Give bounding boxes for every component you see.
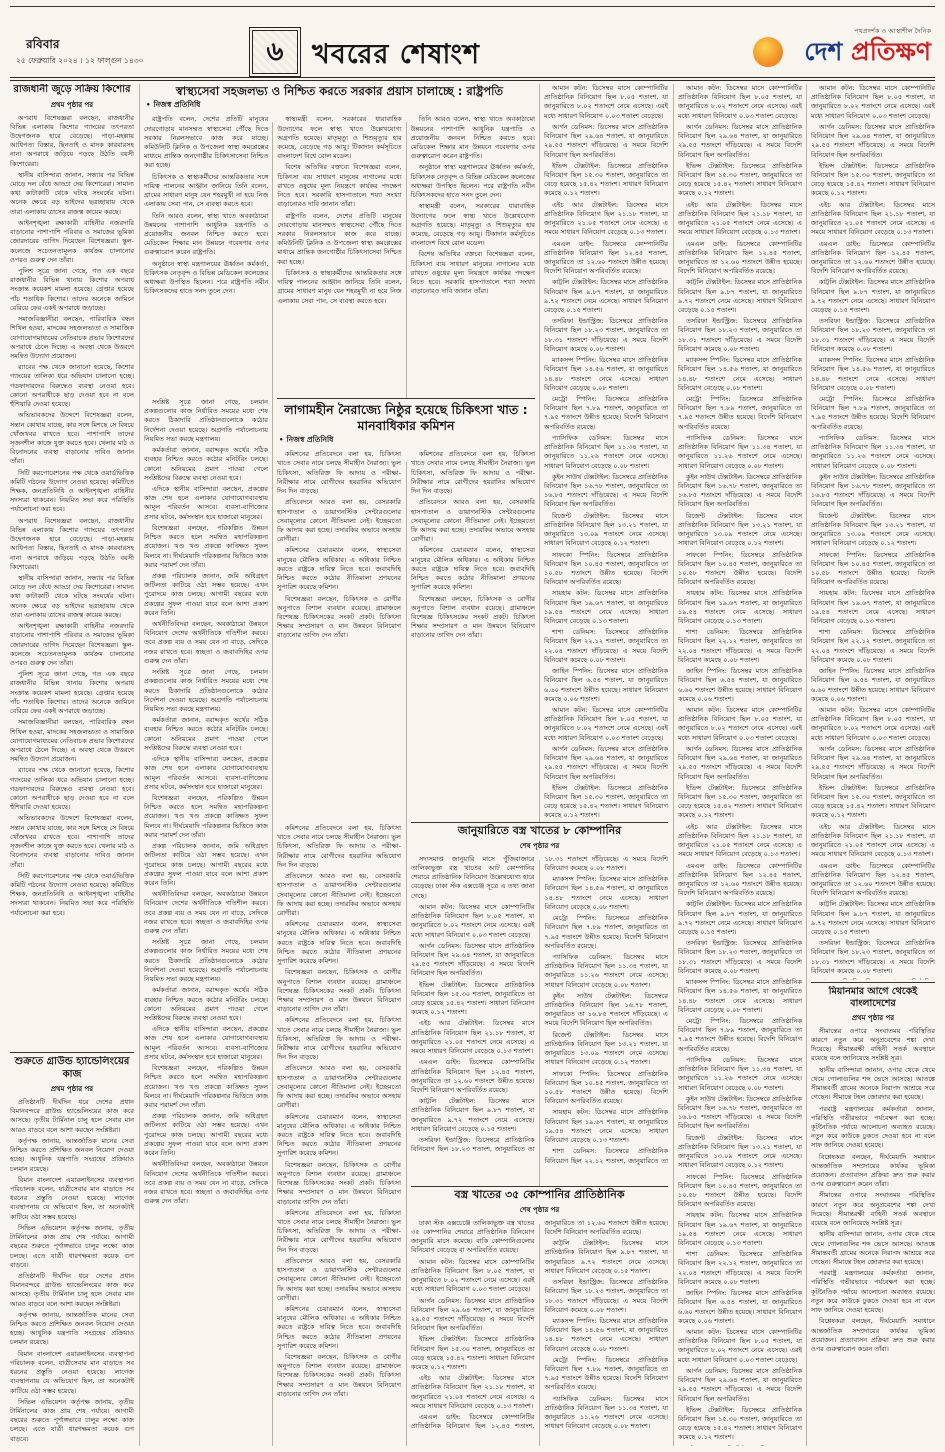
continued-from-label: শেষ পৃষ্ঠার পর (519, 1205, 560, 1214)
paragraph: রাষ্ট্রপতি বলেন, দেশের প্রতিটি মানুষের দোরগোড়ায় মানসম্মত স্বাস্থ্যসেবা পৌঁছে দিতে সরকার নিরলসভাবে কাজ করে যাচ্ছে। কমিউনিটি ক্লিনিক ও উপজেলা স্বাস্থ্য কমপ্লেক্সের মাধ্যমে প্রান্তিক জনগোষ্ঠীর চিকিৎসাসেবা নিশ্চিত করা হচ্ছে। (277, 211, 402, 266)
article-rule (411, 1186, 668, 1187)
article-headline: লাগামহীন নৈরাজ্যে নিষ্ঠুর হয়েছে চিকিৎসা খাত : মানবাধিকার কমিশন (284, 402, 528, 433)
paragraph: আমান কটন: ডিসেম্বর মাসে কোম্পানিটির প্রাতিষ্ঠানিক বিনিয়োগ ছিল ৮.০৫ শতাংশ, যা জানুয়ারিতে ৮.০২ শতাংশে নেমে এসেছে। এরই মধ্যে সাধারণ বিনিয়োগ ০.০৩ শতাংশ বেড়েছে। (678, 1328, 802, 1364)
article-rule (411, 822, 668, 823)
paragraph: এমএল ডাইং: ডিসেম্বরে কোম্পানিটির প্রাতিষ্ঠানিক বিনিয়োগ ছিল ১২.৪৫ শতাংশ, জানুয়ারিতে তা ১২.৬০ শতাংশে উন্নীত হয়েছে। বিদেশি বিনিয়োগ অপরিবর্তিত রয়েছে। (411, 1058, 535, 1094)
paragraph: ম্যাকসন্স স্পিনিং: ডিসেম্বর মাসে প্রাতিষ্ঠানিক বিনিয়োগ ছিল ১৪.৫৬ শতাংশ, যা জানুয়ারিতে ১৪.৪৮ শতাংশে নেমে এসেছে। সাধারণ বিনিয়োগ বেড়েছে ০.০৮ শতাংশ। (811, 356, 935, 392)
paragraph: এমএল ডাইং: ডিসেম্বরে কোম্পানিটির প্রাতিষ্ঠানিক বিনিয়োগ ছিল ১২.৪৫ শতাংশ, জানুয়ারিতে তা ১২.৬০ শতাংশে উন্নীত হয়েছে। বিদেশি বিনিয়োগ অপরিবর্তিত রয়েছে। (811, 861, 935, 898)
byline-bullet-icon: • (146, 101, 151, 110)
paragraph: প্যাসিফিক ডেনিমস: ডিসেম্বর মাসে প্রাতিষ্ঠানিক বিনিয়োগ ছিল ১১.৩৪ শতাংশ, যা জানুয়ারিতে ১১.২৬ শতাংশে নেমে এসেছে। সাধারণ বিনিয়োগ বেড়েছে ০.০৮ শতাংশ। (811, 433, 935, 470)
paragraph: ইভিন্স টেক্সটাইল: ডিসেম্বরে প্রাতিষ্ঠানিক বিনিয়োগ ছিল ১৫.৩০ শতাংশ, জানুয়ারিতে তা বেড়ে হয়েছে ১৫.৪২ শতাংশ। সাধারণ বিনিয়োগ কমেছে ০.১২ শতাংশ। (811, 161, 935, 198)
article-myanmar (811, 986, 935, 1446)
paragraph: ইভিন্স টেক্সটাইল: ডিসেম্বরে প্রাতিষ্ঠানিক বিনিয়োগ ছিল ১৫.৩০ শতাংশ, জানুয়ারিতে তা বেড়ে হয়েছে ১৫.৪২ শতাংশ। সাধারণ বিনিয়োগ কমেছে ০.১২ শতাংশ। (811, 783, 935, 820)
paragraph: কর্মকর্তারা জানান, বরাদ্দকৃত অর্থের সঠিক ব্যবহার নিশ্চিত করতে কঠোর মনিটরিং চলছে। কোনো অনিয়মের প্রমাণ পাওয়া গেলে সংশ্লিষ্টদের বিরুদ্ধে ব্যবস্থা নেওয়া হবে। (144, 716, 268, 752)
paragraph: অপরাধ বিশেষজ্ঞরা বলছেন, রাজধানীর বিভিন্ন এলাকায় কিশোর গ্যাংয়ের তৎপরতা উদ্বেগজনক হারে বেড়েছে। পাড়া-মহল্লায় আধিপত্য বিস্তার, ছিনতাই ও মাদক কারবারসহ নানা অপরাধে জড়িয়ে পড়ছে উঠতি বয়সী কিশোরেরা। (10, 113, 134, 168)
paragraph: রিজেন্ট টেক্সটাইল: ডিসেম্বর মাসে প্রাতিষ্ঠানিক বিনিয়োগ ছিল ১৩.২১ শতাংশ, যা জানুয়ারিতে ১৩.০৯ শতাংশে নেমে এসেছে। সাধারণ বিনিয়োগ বেড়েছে ০.১২ শতাংশ। (678, 1133, 802, 1170)
paragraph: তসরিফা ইন্ডাস্ট্রিজ: ডিসেম্বরে প্রাতিষ্ঠানিক বিনিয়োগ ছিল ১৮.২৩ শতাংশ, জানুয়ারিতে তা ১৮.৩১ শতাংশে দাঁড়িয়েছে। এ সময়ে বিদেশি বিনিয়োগ কমেছে ০.০৮ শতাংশ। (678, 317, 802, 353)
paragraph: ইভিন্স টেক্সটাইল: ডিসেম্বরে প্রাতিষ্ঠানিক বিনিয়োগ ছিল ১৫.৩০ শতাংশ, জানুয়ারিতে তা বেড়ে হয়েছে ১৫.৪২ শতাংশ। সাধারণ বিনিয়োগ কমেছে ০.১২ শতাংশ। (678, 1405, 802, 1442)
paragraph: কাট্টলি টেক্সটাইল: ডিসেম্বর মাসে প্রাতিষ্ঠানিক বিনিয়োগ ছিল ৯.৮৭ শতাংশ, যা জানুয়ারিতে ৯.৭২ শতাংশে নেমে এসেছে। সাধারণ বিনিয়োগ বেড়েছে ০.১৫ শতাংশ। (411, 1097, 535, 1133)
paragraph: আমান কটন: ডিসেম্বর মাসে কোম্পানিটির প্রাতিষ্ঠানিক বিনিয়োগ ছিল ৮.০৫ শতাংশ, যা জানুয়ারিতে ৮.০২ শতাংশে নেমে এসেছে। এরই মধ্যে সাধারণ বিনিয়োগ ০.০৩ শতাংশ বেড়েছে। (544, 706, 668, 742)
paragraph: রিজেন্ট টেক্সটাইল: ডিসেম্বর মাসে প্রাতিষ্ঠানিক বিনিয়োগ ছিল ১৩.২১ শতাংশ, যা জানুয়ারিতে ১৩.০৯ শতাংশে নেমে এসেছে। সাধারণ বিনিয়োগ বেড়েছে ০.১২ শতাংশ। (811, 511, 935, 548)
paragraph: ম্যাকসন্স স্পিনিং: ডিসেম্বর মাসে প্রাতিষ্ঠানিক বিনিয়োগ ছিল ১৪.৫৬ শতাংশ, যা জানুয়ারিতে ১৪.৪৮ শতাংশে নেমে এসেছে। সাধারণ বিনিয়োগ বেড়েছে ০.০৮ শতাংশ। (678, 356, 802, 392)
article-headline: শুক্রতে গ্রাউন্ড হ্যান্ডেলিংয়ের কাজ (14, 1056, 130, 1080)
paragraph: সাফকো স্পিনিং: ডিসেম্বরে প্রাতিষ্ঠানিক বিনিয়োগ ছিল ১০.৪৫ শতাংশ, জানুয়ারিতে তা ১০.৫৮ শতাংশে উন্নীত হয়েছে। বিদেশি বিনিয়োগ অপরিবর্তিত রয়েছে। (544, 1069, 668, 1106)
paragraph: সায়হাম কটন: ডিসেম্বর মাসে প্রাতিষ্ঠানিক বিনিয়োগ ছিল ১৯.৬৭ শতাংশ, যা জানুয়ারিতে ১৯.৫৪ শতাংশে নেমে এসেছে। সাধারণ বিনিয়োগ বেড়েছে ০.১৩ শতাংশ। (678, 589, 802, 626)
paragraph: অর্থনীতিবিদরা বলছেন, অবকাঠামো উন্নয়নে বিনিয়োগ দেশের অর্থনীতিকে গতিশীল করবে। তবে প্রকল্প ব্যয় ও সময় যেন না বাড়ে, সেদিকে নজর রাখতে হবে। স্বচ্ছতা ও জবাবদিহির ওপর গুরুত্ব দেন তাঁরা। (144, 890, 268, 936)
paragraph: স্বাস্থ্যমন্ত্রী বলেন, সরকারের ধারাবাহিক উদ্যোগের ফলে স্বাস্থ্য খাতে উল্লেখযোগ্য অগ্রগতি হয়েছে। মাতৃমৃত্যু ও শিশুমৃত্যুর হার কমেছে, বেড়েছে গড় আয়ু। টিকাদান কর্মসূচিতে বাংলাদেশ বিশ্বে রোল মডেল। (277, 115, 402, 161)
paragraph: কমিশনের প্রতিবেদনে বলা হয়, চিকিৎসা খাতে সেবার নামে চলছে সীমাহীন নৈরাজ্য। ভুল চিকিৎসা, অতিরিক্ত ফি আদায় ও পরীক্ষা-নিরীক্ষার নামে রোগীদের হয়রানির অভিযোগ দিন দিন বাড়ছে। (277, 824, 401, 869)
paragraph: প্রকল্প পরিচালক জানান, জমি অধিগ্রহণ জটিলতা কাটিয়ে ওঠা সম্ভব হয়েছে। এখন পুরোদমে কাজ চলছে। আগামী বছরের মধ্যে প্রকল্পের সুফল পাওয়া যাবে বলে আশা প্রকাশ করেন তিনি। (144, 842, 268, 887)
paragraph: মেট্রো স্পিনিং: ডিসেম্বরে প্রাতিষ্ঠানিক বিনিয়োগ ছিল ৭.৮৯ শতাংশ, জানুয়ারিতে তা ৭.৯৫ শতাংশে উন্নীত হয়েছে। বিদেশি বিনিয়োগ অপরিবর্তিত রয়েছে। (544, 914, 668, 950)
paragraph: এইচ আর টেক্সটাইল: ডিসেম্বর মাসে প্রাতিষ্ঠানিক বিনিয়োগ ছিল ২১.১৮ শতাংশ, যা জানুয়ারিতে ২১.০৫ শতাংশে নেমে এসেছে। এ সময়ে সাধারণ বিনিয়োগ বেড়েছে ০.১৩ শতাংশ। (678, 822, 802, 859)
paragraph: সংশ্লিষ্ট সূত্রে জানা গেছে, চলমান প্রকল্পগুলোর কাজ নির্ধারিত সময়ের মধ্যে শেষ করতে ঠিকাদারি প্রতিষ্ঠানগুলোকে কঠোর নির্দেশনা দেওয়া হয়েছে। অগ্রগতি পর্যালোচনায় নিয়মিত সভা করছে মন্ত্রণালয়। (144, 938, 268, 984)
paragraph: সীমান্তের ওপারে সংঘাতময় পরিস্থিতির কারণে নতুন করে অনুপ্রবেশের শঙ্কা দেখা দিয়েছে। সীমান্তরক্ষী বাহিনী সতর্ক অবস্থানে রয়েছে বলে জানিয়েছে সংশ্লিষ্ট সূত্র। (811, 1026, 935, 1063)
paragraph: আমান কটন: ডিসেম্বর মাসে কোম্পানিটির প্রাতিষ্ঠানিক বিনিয়োগ ছিল ৮.০৫ শতাংশ, যা জানুয়ারিতে ৮.০২ শতাংশে নেমে এসেছে। এরই মধ্যে সাধারণ বিনিয়োগ ০.০৩ শতাংশ বেড়েছে। (811, 84, 935, 120)
paragraph: এদিকে স্থানীয় বাসিন্দারা বলছেন, প্রকল্পের কাজ শেষ হলে এলাকার যোগাযোগব্যবস্থায় আমূল পরিবর্তন আসবে। ব্যবসা-বাণিজ্যের প্রসার ঘটবে, কর্মসংস্থান হবে হাজারো মানুষের। (144, 755, 268, 791)
paragraph: প্রতিবেদনে আরও বলা হয়, বেসরকারি হাসপাতাল ও ডায়াগনস্টিক সেন্টারগুলোর সেবামূল্যের কোনো নীতিমালা নেই। ইচ্ছেমতো ফি আদায় করা হচ্ছে। তদারকির অভাবে অসহায় রোগীরা। (277, 498, 401, 544)
paragraph: আর্গন ডেনিমস: ডিসেম্বর মাসে প্রাতিষ্ঠানিক বিনিয়োগ ছিল ২৯.৬৪ শতাংশ, যা জানুয়ারিতে ২৯.৫৫ শতাংশে দাঁড়িয়েছে। এ সময়ে বিদেশি বিনিয়োগ ছিল অপরিবর্তিত। (678, 744, 802, 781)
article-textile-35-companies (411, 1188, 668, 1446)
paragraph: আর্গন ডেনিমস: ডিসেম্বর মাসে প্রাতিষ্ঠানিক বিনিয়োগ ছিল ২৯.৬৪ শতাংশ, যা জানুয়ারিতে ২৯.৫৫ শতাংশে দাঁড়িয়েছে। এ সময়ে বিদেশি বিনিয়োগ ছিল অপরিবর্তিত। (544, 122, 668, 159)
paragraph: এইচ আর টেক্সটাইল: ডিসেম্বর মাসে প্রাতিষ্ঠানিক বিনিয়োগ ছিল ২১.১৮ শতাংশ, যা জানুয়ারিতে ২১.০৫ শতাংশে নেমে এসেছে। এ সময়ে সাধারণ বিনিয়োগ বেড়েছে ০.১৩ শতাংশ। (544, 200, 668, 237)
paragraph: পুলিশ সূত্রে জানা গেছে, গত এক বছরে রাজধানীর বিভিন্ন থানায় কিশোর অপরাধ সংক্রান্ত কয়েকশ মামলা হয়েছে। গ্রেপ্তার হয়েছে পাঁচ শতাধিক কিশোর। তাদের অনেকে জামিনে বেরিয়ে ফের একই অপরাধে জড়াচ্ছে। (10, 267, 134, 312)
paragraph: বিশেষজ্ঞরা বলছেন, চিকিৎসক ও রোগীর অনুপাতে বিশাল ব্যবধান রয়েছে। গ্রামাঞ্চলে বিশেষজ্ঞ চিকিৎসকের সংকট প্রকট। চিকিৎসা শিক্ষার সম্প্রসারণ ও মান উন্নয়নে বিনিয়োগ বাড়ানোর তাগিদ দেন তাঁরা। (411, 594, 535, 640)
paragraph: অভিভাবকদের উদ্দেশে বিশেষজ্ঞরা বলেন, সন্তান কোথায় যাচ্ছে, কার সঙ্গে মিশছে সে বিষয়ে খোঁজখবর রাখতে হবে। পাশাপাশি তাদের সৃজনশীল কাজে যুক্ত করতে হবে। খেলার মাঠ ও বিনোদনের ব্যবস্থা বাড়ানোর দাবিও জানান তাঁরা। (10, 411, 134, 466)
paragraph: আইনশৃঙ্খলা রক্ষাকারী বাহিনীর নজরদারি বাড়ানোর পাশাপাশি পরিবার ও সমাজের ভূমিকা জোরদারের তাগিদ দিয়েছেন বিশেষজ্ঞরা। স্কুল-কলেজে সচেতনতামূলক কার্যক্রম চালানোর ওপরও গুরুত্ব দেন তাঁরা। (10, 218, 134, 264)
paragraph: কমিশনের চেয়ারম্যান বলেন, স্বাস্থ্যসেবা মানুষের মৌলিক অধিকার। এ অধিকার নিশ্চিত করতে রাষ্ট্রকে দায়িত্ব নিতে হবে। জবাবদিহি নিশ্চিত করতে কঠোর নীতিমালা প্রণয়নের সুপারিশ করেছে কমিশন। (411, 546, 535, 592)
page-top-rule (10, 6, 935, 7)
article-rule (10, 1052, 134, 1053)
paragraph: সায়হাম কটন: ডিসেম্বর মাসে প্রাতিষ্ঠানিক বিনিয়োগ ছিল ১৯.৬৭ শতাংশ, যা জানুয়ারিতে ১৯.৫৪ শতাংশে নেমে এসেছে। সাধারণ বিনিয়োগ বেড়েছে ০.১৩ শতাংশ। (544, 589, 668, 626)
paragraph: সাফকো স্পিনিং: ডিসেম্বরে প্রাতিষ্ঠানিক বিনিয়োগ ছিল ১০.৪৫ শতাংশ, জানুয়ারিতে তা ১০.৫৮ শতাংশে উন্নীত হয়েছে। বিদেশি বিনিয়োগ অপরিবর্তিত রয়েছে। (811, 550, 935, 587)
paragraph: ম্যাকসন্স স্পিনিং: ডিসেম্বর মাসে প্রাতিষ্ঠানিক বিনিয়োগ ছিল ১৪.৫৬ শতাংশ, যা জানুয়ারিতে ১৪.৪৮ শতাংশে নেমে এসেছে। সাধারণ বিনিয়োগ বেড়েছে ০.০৮ শতাংশ। (544, 1316, 668, 1353)
paragraph: জাহিন স্পিনিং: ডিসেম্বর মাসে প্রাতিষ্ঠানিক বিনিয়োগ ছিল ৬.৫৪ শতাংশ, যা জানুয়ারিতে ৬.৬০ শতাংশে উন্নীত হয়েছে। সাধারণ বিনিয়োগ কমেছে ০.০৬ শতাংশ। (544, 667, 668, 703)
paragraph: অর্থনীতিবিদরা বলছেন, অবকাঠামো উন্নয়নে বিনিয়োগ দেশের অর্থনীতিকে গতিশীল করবে। তবে প্রকল্প ব্যয় ও সময় যেন না বাড়ে, সেদিকে নজর রাখতে হবে। স্বচ্ছতা ও জবাবদিহির ওপর গুরুত্ব দেন তাঁরা। (144, 620, 268, 665)
article-ground-handling (10, 1056, 134, 1446)
paragraph: সিটি করপোরেশনের পক্ষ থেকে ওয়ার্ডভিত্তিক কমিটি গঠনের উদ্যোগ নেওয়া হয়েছে। কমিটিতে শিক্ষক, জনপ্রতিনিধি ও আইনশৃঙ্খলা বাহিনীর সদস্যরা থাকবেন। নিয়মিত সভা করে পরিস্থিতি পর্যালোচনা করা হবে। (10, 468, 134, 514)
paragraph: কমিশনের চেয়ারম্যান বলেন, স্বাস্থ্যসেবা মানুষের মৌলিক অধিকার। এ অধিকার নিশ্চিত করতে রাষ্ট্রকে দায়িত্ব নিতে হবে। জবাবদিহি নিশ্চিত করতে কঠোর নীতিমালা প্রণয়নের সুপারিশ করেছে কমিশন। (277, 1112, 401, 1158)
paragraph: কাট্টলি টেক্সটাইল: ডিসেম্বর মাসে প্রাতিষ্ঠানিক বিনিয়োগ ছিল ৯.৮৭ শতাংশ, যা জানুয়ারিতে ৯.৭২ শতাংশে নেমে এসেছে। সাধারণ বিনিয়োগ বেড়েছে ০.১৫ শতাংশ। (544, 278, 668, 315)
article-headline: বস্ত্র খাতের ৩৫ কোম্পানির প্রাতিষ্ঠানিক (454, 1188, 625, 1201)
weekday-label: রবিবার (26, 37, 60, 51)
paragraph: এমএল ডাইং: ডিসেম্বরে কোম্পানিটির প্রাতিষ্ঠানিক বিনিয়োগ ছিল ১২.৪৫ শতাংশ, জানুয়ারিতে তা ১২.৬০ শতাংশে উন্নীত হয়েছে। বিদেশি বিনিয়োগ অপরিবর্তিত রয়েছে। (411, 1218, 668, 1431)
paragraph: মেট্রো স্পিনিং: ডিসেম্বরে প্রাতিষ্ঠানিক বিনিয়োগ ছিল ৭.৮৯ শতাংশ, জানুয়ারিতে তা ৭.৯৫ শতাংশে উন্নীত হয়েছে। বিদেশি বিনিয়োগ অপরিবর্তিত রয়েছে। (678, 1017, 802, 1053)
paragraph: বিমান বাংলাদেশ এয়ারলাইনসের ব্যবস্থাপনা পরিচালক বলেন, যাত্রীসেবার মান বাড়াতে সব ধরনের প্রস্তুতি নেওয়া হয়েছে। লাগেজ ব্যবস্থাপনায় যে অভিযোগ ছিল, তা অনেকটাই কাটিয়ে ওঠা সম্ভব হয়েছে। (10, 1175, 134, 1221)
paragraph: মেট্রো স্পিনিং: ডিসেম্বরে প্রাতিষ্ঠানিক বিনিয়োগ ছিল ৭.৮৯ শতাংশ, জানুয়ারিতে তা ৭.৯৫ শতাংশে উন্নীত হয়েছে। বিদেশি বিনিয়োগ অপরিবর্তিত রয়েছে। (811, 395, 935, 431)
paragraph: কুইন সাউথ টেক্সটাইল: ডিসেম্বরে প্রাতিষ্ঠানিক বিনিয়োগ ছিল ১৬.৭৮ শতাংশ, জানুয়ারিতে তা ১৬.৮৫ শতাংশে দাঁড়িয়েছে। এ সময়ে বিদেশি বিনিয়োগ ছিল অপরিবর্তিত। (544, 991, 668, 1028)
article-body (544, 84, 668, 820)
paragraph: স্থানীয় বাসিন্দারা জানান, ওপার থেকে থেমে থেমে গোলাগুলির শব্দ ভেসে আসছে। আতঙ্কে সীমান্তবর্তী গ্রামের অনেকে নিরাপদ আশ্রয়ে সরে গেছেন। সীমান্তে টহল জোরদার করা হয়েছে। (811, 1065, 935, 1102)
paragraph: সাফকো স্পিনিং: ডিসেম্বরে প্রাতিষ্ঠানিক বিনিয়োগ ছিল ১০.৪৫ শতাংশ, জানুয়ারিতে তা ১০.৫৮ শতাংশে উন্নীত হয়েছে। বিদেশি বিনিয়োগ অপরিবর্তিত রয়েছে। (678, 550, 802, 587)
paragraph: কাট্টলি টেক্সটাইল: ডিসেম্বর মাসে প্রাতিষ্ঠানিক বিনিয়োগ ছিল ৯.৮৭ শতাংশ, যা জানুয়ারিতে ৯.৭২ শতাংশে নেমে এসেছে। সাধারণ বিনিয়োগ বেড়েছে ০.১৫ শতাংশ। (544, 1239, 668, 1275)
paragraph: পুলিশ সূত্রে জানা গেছে, গত এক বছরে রাজধানীর বিভিন্ন থানায় কিশোর অপরাধ সংক্রান্ত কয়েকশ মামলা হয়েছে। গ্রেপ্তার হয়েছে পাঁচ শতাধিক কিশোর। তাদের অনেকে জামিনে বেরিয়ে ফের একই অপরাধে জড়াচ্ছে। (10, 670, 134, 716)
article-body (10, 1098, 134, 1446)
paragraph: কমিশনের প্রতিবেদনে বলা হয়, চিকিৎসা খাতে সেবার নামে চলছে সীমাহীন নৈরাজ্য। ভুল চিকিৎসা, অতিরিক্ত ফি আদায় ও পরীক্ষা-নিরীক্ষার নামে রোগীদের হয়রানির অভিযোগ দিন দিন বাড়ছে। (277, 450, 401, 496)
paragraph: অনুষ্ঠানে স্বাস্থ্য মন্ত্রণালয়ের ঊর্ধ্বতন কর্মকর্তা, চিকিৎসক নেতৃবৃন্দ ও বিভিন্ন মেডিকেল কলেজের অধ্যক্ষরা উপস্থিত ছিলেন। পরে রাষ্ট্রপতি নবীন চিকিৎসকদের হাতে সনদ তুলে দেন। (410, 163, 535, 200)
paragraph: এদিকে স্থানীয় বাসিন্দারা বলছেন, প্রকল্পের কাজ শেষ হলে এলাকার যোগাযোগব্যবস্থায় আমূল পরিবর্তন আসবে। ব্যবসা-বাণিজ্যের প্রসার ঘটবে, কর্মসংস্থান হবে হাজারো মানুষের। (144, 484, 268, 521)
paragraph: র‍্যাবের পক্ষ থেকে জানানো হয়েছে, কিশোর গ্যাংয়ের তালিকা ধরে অভিযান চালানো হচ্ছে। গডফাদারদের বিরুদ্ধেও ব্যবস্থা নেওয়া হবে। কোনো অপরাধীকে ছাড় দেওয়া হবে না বলে হুঁশিয়ারি দেওয়া হয়েছে। (10, 766, 134, 812)
article-health-president (144, 84, 535, 394)
section-title: খবরের শেষাংশ (312, 39, 480, 70)
paragraph: প্রকল্প পরিচালক জানান, জমি অধিগ্রহণ জটিলতা কাটিয়ে ওঠা সম্ভব হয়েছে। এখন পুরোদমে কাজ চলছে। আগামী বছরের মধ্যে প্রকল্পের সুফল পাওয়া যাবে বলে আশা প্রকাশ করেন তিনি। (144, 1112, 268, 1158)
article-headline: রাজধানী জুড়ে সক্রিয় কিশোর (13, 84, 131, 95)
paragraph: অভিভাবকদের উদ্দেশে বিশেষজ্ঞরা বলেন, সন্তান কোথায় যাচ্ছে, কার সঙ্গে মিশছে সে বিষয়ে খোঁজখবর রাখতে হবে। পাশাপাশি তাদের সৃজনশীল কাজে যুক্ত করতে হবে। খেলার মাঠ ও বিনোদনের ব্যবস্থা বাড়ানোর দাবিও জানান তাঁরা। (10, 814, 134, 869)
logo-name-part1: দেশ (804, 37, 843, 66)
paragraph: কর্তৃপক্ষ জানায়, আন্তর্জাতিক মানের সেবা নিশ্চিত করতে প্রশিক্ষিত জনবল নিয়োগ দেওয়া হচ্ছে। আধুনিক যন্ত্রপাতি সংগ্রহের প্রক্রিয়াও চলমান রয়েছে। (10, 1310, 134, 1347)
article-body (411, 855, 668, 1171)
paragraph: এইচ আর টেক্সটাইল: ডিসেম্বর মাসে প্রাতিষ্ঠানিক বিনিয়োগ ছিল ২১.১৮ শতাংশ, যা জানুয়ারিতে ২১.০৫ শতাংশে নেমে এসেছে। এ সময়ে সাধারণ বিনিয়োগ বেড়েছে ০.১৩ শতাংশ। (411, 1374, 535, 1410)
lead-paragraph: ঢাকা স্টক এক্সচেঞ্জে তালিকাভুক্ত বস্ত্র খাতের ৩৫ কোম্পানির শেয়ারে প্রাতিষ্ঠানিক বিনিয়োগ জানুয়ারি মাসে কমেছে। বাকি কোম্পানিগুলোর বিনিয়োগ বেড়েছে বা অপরিবর্তিত রয়েছে। (411, 1218, 535, 1255)
article-body (277, 450, 535, 808)
paragraph: প্যাসিফিক ডেনিমস: ডিসেম্বর মাসে প্রাতিষ্ঠানিক বিনিয়োগ ছিল ১১.৩৪ শতাংশ, যা জানুয়ারিতে ১১.২৬ শতাংশে নেমে এসেছে। সাধারণ বিনিয়োগ বেড়েছে ০.০৮ শতাংশ। (678, 1055, 802, 1092)
paragraph: সমাজবিজ্ঞানীরা বলছেন, পারিবারিক বন্ধন শিথিল হওয়া, মাদকের সহজলভ্যতা ও সামাজিক যোগাযোগমাধ্যমের নেতিবাচক প্রভাব কিশোরদের অপরাধে ঠেলে দিচ্ছে। এ অবস্থা থেকে উত্তরণে সমন্বিত উদ্যোগ প্রয়োজন। (10, 315, 134, 360)
paragraph: তসরিফা ইন্ডাস্ট্রিজ: ডিসেম্বরে প্রাতিষ্ঠানিক বিনিয়োগ ছিল ১৮.২৩ শতাংশ, জানুয়ারিতে তা ১৮.৩১ শতাংশে দাঁড়িয়েছে। এ সময়ে বিদেশি বিনিয়োগ কমেছে ০.০৮ শতাংশ। (544, 317, 668, 353)
paragraph: ইভিন্স টেক্সটাইল: ডিসেম্বরে প্রাতিষ্ঠানিক বিনিয়োগ ছিল ১৫.৩০ শতাংশ, জানুয়ারিতে তা বেড়ে হয়েছে ১৫.৪২ শতাংশ। সাধারণ বিনিয়োগ কমেছে ০.১২ শতাংশ। (544, 783, 668, 820)
paragraph: আমান কটন: ডিসেম্বর মাসে কোম্পানিটির প্রাতিষ্ঠানিক বিনিয়োগ ছিল ৮.০৫ শতাংশ, যা জানুয়ারিতে ৮.০২ শতাংশে নেমে এসেছে। এরই মধ্যে সাধারণ বিনিয়োগ ০.০৩ শতাংশ বেড়েছে। (411, 1257, 535, 1294)
paragraph: প্রতিষ্ঠানটি দীর্ঘদিন ধরে দেশের প্রধান বিমানবন্দরে গ্রাউন্ড হ্যান্ডেলিংয়ের কাজ করে আসছে। তৃতীয় টার্মিনাল চালু হলে সেবার মান আরও বাড়বে বলে আশা করছেন সংশ্লিষ্টরা। (10, 1271, 134, 1308)
paragraph: সিভিল এভিয়েশন কর্তৃপক্ষ জানায়, তৃতীয় টার্মিনালের কাজ প্রায় শেষ পর্যায়ে। আগামী বছরের শুরুতে পূর্ণাঙ্গভাবে চালুর লক্ষ্যে কাজ চলছে। এতে যাত্রী ধারণক্ষমতা কয়েক গুণ বাড়বে। (10, 1397, 134, 1443)
paragraph: আমান কটন: ডিসেম্বর মাসে কোম্পানিটির প্রাতিষ্ঠানিক বিনিয়োগ ছিল ৮.০৫ শতাংশ, যা জানুয়ারিতে ৮.০২ শতাংশে নেমে এসেছে। এরই মধ্যে সাধারণ বিনিয়োগ ০.০৩ শতাংশ বেড়েছে। (544, 84, 668, 120)
paragraph: ইভিন্স টেক্সটাইল: ডিসেম্বরে প্রাতিষ্ঠানিক বিনিয়োগ ছিল ১৫.৩০ শতাংশ, জানুয়ারিতে তা বেড়ে হয়েছে ১৫.৪২ শতাংশ। সাধারণ বিনিয়োগ কমেছে ০.১২ শতাংশ। (411, 980, 535, 1017)
paragraph: স্থানীয় বাসিন্দারা জানান, সন্ধ্যার পর বিভিন্ন মোড়ে দল বেঁধে আড্ডা দেয় কিশোরেরা। সামান্য কথা কাটাকাটি থেকে ঘটছে সংঘর্ষের ঘটনা। অনেক ক্ষেত্রে বড় ভাইদের ছত্রচ্ছায়ায় থেকে তারা এলাকায় ত্রাসের রাজত্ব কায়েম করছে। (10, 574, 134, 619)
article-body (811, 1027, 935, 1356)
paragraph: আর্গন ডেনিমস: ডিসেম্বর মাসে প্রাতিষ্ঠানিক বিনিয়োগ ছিল ২৯.৬৪ শতাংশ, যা জানুয়ারিতে ২৯.৫৫ শতাংশে দাঁড়িয়েছে। এ সময়ে বিদেশি বিনিয়োগ ছিল অপরিবর্তিত। (411, 1296, 535, 1333)
paragraph: শাশা ডেনিমস: ডিসেম্বরে প্রাতিষ্ঠানিক বিনিয়োগ ছিল ২২.১২ শতাংশ, জানুয়ারিতে তা ২২.০৪ শতাংশে দাঁড়িয়েছে। এ সময়ে বিদেশি বিনিয়োগ কমেছে ০.০৮ শতাংশ। (811, 628, 935, 664)
column-rule (673, 84, 674, 1446)
paragraph: সিটি করপোরেশনের পক্ষ থেকে ওয়ার্ডভিত্তিক কমিটি গঠনের উদ্যোগ নেওয়া হয়েছে। কমিটিতে শিক্ষক, জনপ্রতিনিধি ও আইনশৃঙ্খলা বাহিনীর সদস্যরা থাকবেন। নিয়মিত সভা করে পরিস্থিতি পর্যালোচনা করা হবে। (10, 871, 134, 917)
continued-from-label: প্রথম পৃষ্ঠার পর (50, 100, 94, 109)
article-body (144, 398, 268, 1208)
paragraph: কাট্টলি টেক্সটাইল: ডিসেম্বর মাসে প্রাতিষ্ঠানিক বিনিয়োগ ছিল ৯.৮৭ শতাংশ, যা জানুয়ারিতে ৯.৭২ শতাংশে নেমে এসেছে। সাধারণ বিনিয়োগ বেড়েছে ০.১৫ শতাংশ। (811, 278, 935, 315)
paragraph: ইভিন্স টেক্সটাইল: ডিসেম্বরে প্রাতিষ্ঠানিক বিনিয়োগ ছিল ১৫.৩০ শতাংশ, জানুয়ারিতে তা বেড়ে হয়েছে ১৫.৪২ শতাংশ। সাধারণ বিনিয়োগ কমেছে ০.১২ শতাংশ। (544, 161, 668, 198)
paragraph: কর্তৃপক্ষ জানায়, আন্তর্জাতিক মানের সেবা নিশ্চিত করতে প্রশিক্ষিত জনবল নিয়োগ দেওয়া হচ্ছে। আধুনিক যন্ত্রপাতি সংগ্রহের প্রক্রিয়াও চলমান রয়েছে। (10, 1136, 134, 1173)
page-number-box (252, 30, 298, 74)
byline (146, 100, 535, 112)
paragraph: শাশা ডেনিমস: ডিসেম্বরে প্রাতিষ্ঠানিক বিনিয়োগ ছিল ২২.১২ শতাংশ, জানুয়ারিতে তা ২২.০৪ শতাংশে দাঁড়িয়েছে। এ সময়ে বিদেশি বিনিয়োগ কমেছে ০.০৮ শতাংশ। (678, 628, 802, 664)
paragraph: অপরাধ বিশেষজ্ঞরা বলছেন, রাজধানীর বিভিন্ন এলাকায় কিশোর গ্যাংয়ের তৎপরতা উদ্বেগজনক হারে বেড়েছে। পাড়া-মহল্লায় আধিপত্য বিস্তার, ছিনতাই ও মাদক কারবারসহ নানা অপরাধে জড়িয়ে পড়ছে উঠতি বয়সী কিশোরেরা। (10, 516, 134, 571)
paragraph: কাট্টলি টেক্সটাইল: ডিসেম্বর মাসে প্রাতিষ্ঠানিক বিনিয়োগ ছিল ৯.৮৭ শতাংশ, যা জানুয়ারিতে ৯.৭২ শতাংশে নেমে এসেছে। সাধারণ বিনিয়োগ বেড়েছে ০.১৫ শতাংশ। (678, 900, 802, 937)
article-body (277, 824, 401, 1401)
paragraph: সমাজবিজ্ঞানীরা বলছেন, পারিবারিক বন্ধন শিথিল হওয়া, মাদকের সহজলভ্যতা ও সামাজিক যোগাযোগমাধ্যমের নেতিবাচক প্রভাব কিশোরদের অপরাধে ঠেলে দিচ্ছে। এ অবস্থা থেকে উত্তরণে সমন্বিত উদ্যোগ প্রয়োজন। (10, 718, 134, 764)
paragraph: বিশ্লেষকরা বলছেন, দীর্ঘমেয়াদি সমাধানে আন্তর্জাতিক সম্প্রদায়ের কার্যকর ভূমিকা প্রয়োজন। প্রত্যাবাসন প্রক্রিয়া দ্রুত শুরু করার ওপর গুরুত্বারোপ করেন তাঁরা। (811, 1317, 935, 1353)
logo-tagline: পথপ্রদর্শক ও আস্থাশীল দৈনিক (854, 27, 931, 35)
paragraph: এমএল ডাইং: ডিসেম্বরে কোম্পানিটির প্রাতিষ্ঠানিক বিনিয়োগ ছিল ১২.৪৫ শতাংশ, জানুয়ারিতে তা ১২.৬০ শতাংশে উন্নীত হয়েছে। বিদেশি বিনিয়োগ অপরিবর্তিত রয়েছে। (678, 861, 802, 898)
paragraph: পররাষ্ট্র মন্ত্রণালয়ের কর্মকর্তারা জানান, পরিস্থিতি গভীরভাবে পর্যবেক্ষণ করা হচ্ছে। কূটনৈতিক পর্যায়ে আলোচনা অব্যাহত রয়েছে। নতুন করে কাউকে ঢুকতে দেওয়া হবে না বলে সাফ জানিয়ে দেওয়া হয়েছে। (811, 1269, 935, 1315)
paragraph: কমিশনের চেয়ারম্যান বলেন, স্বাস্থ্যসেবা মানুষের মৌলিক অধিকার। এ অধিকার নিশ্চিত করতে রাষ্ট্রকে দায়িত্ব নিতে হবে। জবাবদিহি নিশ্চিত করতে কঠোর নীতিমালা প্রণয়নের সুপারিশ করেছে কমিশন। (277, 920, 401, 966)
paragraph: কর্মকর্তারা জানান, বরাদ্দকৃত অর্থের সঠিক ব্যবহার নিশ্চিত করতে কঠোর মনিটরিং চলছে। কোনো অনিয়মের প্রমাণ পাওয়া গেলে সংশ্লিষ্টদের বিরুদ্ধে ব্যবস্থা নেওয়া হবে। (144, 446, 268, 482)
paragraph: ম্যাকসন্স স্পিনিং: ডিসেম্বর মাসে প্রাতিষ্ঠানিক বিনিয়োগ ছিল ১৪.৫৬ শতাংশ, যা জানুয়ারিতে ১৪.৪৮ শতাংশে নেমে এসেছে। সাধারণ বিনিয়োগ বেড়েছে ০.০৮ শতাংশ। (544, 356, 668, 392)
paragraph: কাট্টলি টেক্সটাইল: ডিসেম্বর মাসে প্রাতিষ্ঠানিক বিনিয়োগ ছিল ৯.৮৭ শতাংশ, যা জানুয়ারিতে ৯.৭২ শতাংশে নেমে এসেছে। সাধারণ বিনিয়োগ বেড়েছে ০.১৫ শতাংশ। (678, 278, 802, 315)
paragraph: স্থানীয় বাসিন্দারা জানান, সন্ধ্যার পর বিভিন্ন মোড়ে দল বেঁধে আড্ডা দেয় কিশোরেরা। সামান্য কথা কাটাকাটি থেকে ঘটছে সংঘর্ষের ঘটনা। অনেক ক্ষেত্রে বড় ভাইদের ছত্রচ্ছায়ায় থেকে তারা এলাকায় ত্রাসের রাজত্ব কায়েম করছে। (10, 170, 134, 216)
masthead-rule (10, 77, 935, 81)
paragraph: বিশ্লেষকরা বলছেন, দীর্ঘমেয়াদি সমাধানে আন্তর্জাতিক সম্প্রদায়ের কার্যকর ভূমিকা প্রয়োজন। প্রত্যাবাসন প্রক্রিয়া দ্রুত শুরু করার ওপর গুরুত্বারোপ করেন তাঁরা। (811, 1152, 935, 1189)
paragraph: চিকিৎসক ও স্বাস্থ্যকর্মীদের আন্তরিকতার সঙ্গে দায়িত্ব পালনের আহ্বান জানিয়ে তিনি বলেন, গ্রামের সাধারণ মানুষ যেন শহরমুখী না হয়ে নিজ এলাকায় সেবা পান, সে ব্যবস্থা করতে হবে। (144, 172, 269, 209)
paragraph: ইভিন্স টেক্সটাইল: ডিসেম্বরে প্রাতিষ্ঠানিক বিনিয়োগ ছিল ১৫.৩০ শতাংশ, জানুয়ারিতে তা বেড়ে হয়েছে ১৫.৪২ শতাংশ। সাধারণ বিনিয়োগ কমেছে ০.১২ শতাংশ। (411, 1335, 535, 1372)
date-label: ২৫ ফেব্রুয়ারি ২০২৪ । ১২ ফাল্গুন ১৪৩০ (16, 56, 144, 65)
paragraph: এইচ আর টেক্সটাইল: ডিসেম্বর মাসে প্রাতিষ্ঠানিক বিনিয়োগ ছিল ২১.১৮ শতাংশ, যা জানুয়ারিতে ২১.০৫ শতাংশে নেমে এসেছে। এ সময়ে সাধারণ বিনিয়োগ বেড়েছে ০.১৩ শতাংশ। (411, 1019, 535, 1056)
paragraph: আর্গন ডেনিমস: ডিসেম্বর মাসে প্রাতিষ্ঠানিক বিনিয়োগ ছিল ২৯.৬৪ শতাংশ, যা জানুয়ারিতে ২৯.৫৫ শতাংশে দাঁড়িয়েছে। এ সময়ে বিদেশি বিনিয়োগ ছিল অপরিবর্তিত। (811, 744, 935, 781)
paragraph: এমএল ডাইং: ডিসেম্বরে কোম্পানিটির প্রাতিষ্ঠানিক বিনিয়োগ ছিল ১২.৪৫ শতাংশ, জানুয়ারিতে তা ১২.৬০ শতাংশে উন্নীত হয়েছে। বিদেশি বিনিয়োগ অপরিবর্তিত রয়েছে। (678, 239, 802, 276)
paragraph: কমিশনের চেয়ারম্যান বলেন, স্বাস্থ্যসেবা মানুষের মৌলিক অধিকার। এ অধিকার নিশ্চিত করতে রাষ্ট্রকে দায়িত্ব নিতে হবে। জবাবদিহি নিশ্চিত করতে কঠোর নীতিমালা প্রণয়নের সুপারিশ করেছে কমিশন। (277, 546, 401, 592)
paragraph: বিশেষজ্ঞরা বলছেন, চিকিৎসক ও রোগীর অনুপাতে বিশাল ব্যবধান রয়েছে। গ্রামাঞ্চলে বিশেষজ্ঞ চিকিৎসকের সংকট প্রকট। চিকিৎসা শিক্ষার সম্প্রসারণ ও মান উন্নয়নে বিনিয়োগ বাড়ানোর তাগিদ দেন তাঁরা। (277, 968, 401, 1014)
paragraph: প্রতিবেদনে আরও বলা হয়, বেসরকারি হাসপাতাল ও ডায়াগনস্টিক সেন্টারগুলোর সেবামূল্যের কোনো নীতিমালা নেই। ইচ্ছেমতো ফি আদায় করা হচ্ছে। তদারকির অভাবে অসহায় রোগীরা। (277, 1256, 401, 1302)
paragraph: এইচ আর টেক্সটাইল: ডিসেম্বর মাসে প্রাতিষ্ঠানিক বিনিয়োগ ছিল ২১.১৮ শতাংশ, যা জানুয়ারিতে ২১.০৫ শতাংশে নেমে এসেছে। এ সময়ে সাধারণ বিনিয়োগ বেড়েছে ০.১৩ শতাংশ। (811, 822, 935, 859)
paragraph: তিনি আরও বলেন, স্বাস্থ্য খাতে অবকাঠামো উন্নয়নের পাশাপাশি আধুনিক যন্ত্রপাতি ও প্রয়োজনীয় জনবল নিশ্চিত করতে হবে। মেডিকেল শিক্ষার মান উন্নয়নে গবেষণার ওপর গুরুত্বারোপ করেন রাষ্ট্রপতি। (410, 115, 535, 161)
paragraph: কুইন সাউথ টেক্সটাইল: ডিসেম্বরে প্রাতিষ্ঠানিক বিনিয়োগ ছিল ১৬.৭৮ শতাংশ, জানুয়ারিতে তা ১৬.৮৫ শতাংশে দাঁড়িয়েছে। এ সময়ে বিদেশি বিনিয়োগ ছিল অপরিবর্তিত। (544, 472, 668, 509)
paragraph: বিশেষজ্ঞরা বলছেন, চিকিৎসক ও রোগীর অনুপাতে বিশাল ব্যবধান রয়েছে। গ্রামাঞ্চলে বিশেষজ্ঞ চিকিৎসকের সংকট প্রকট। চিকিৎসা শিক্ষার সম্প্রসারণ ও মান উন্নয়নে বিনিয়োগ বাড়ানোর তাগিদ দেন তাঁরা। (277, 594, 401, 640)
paragraph: প্রতিবেদনে আরও বলা হয়, বেসরকারি হাসপাতাল ও ডায়াগনস্টিক সেন্টারগুলোর সেবামূল্যের কোনো নীতিমালা নেই। ইচ্ছেমতো ফি আদায় করা হচ্ছে। তদারকির অভাবে অসহায় রোগীরা। (411, 498, 535, 544)
column-rule (139, 84, 140, 1446)
paragraph: শাশা ডেনিমস: ডিসেম্বরে প্রাতিষ্ঠানিক বিনিয়োগ ছিল ২২.১২ শতাংশ, জানুয়ারিতে তা ২২.০৪ শতাংশে দাঁড়িয়েছে। এ সময়ে বিদেশি বিনিয়োগ কমেছে ০.০৮ শতাংশ। (544, 628, 668, 664)
paragraph: বিশেষজ্ঞরা বলছেন, পরিকল্পিত উন্নয়ন নিশ্চিত করতে হলে সমন্বিত মহাপরিকল্পনা প্রয়োজন। খণ্ড খণ্ড প্রকল্পে কাঙ্ক্ষিত সুফল মিলবে না। দীর্ঘমেয়াদি পরিকল্পনার ভিত্তিতে কাজ করার পরামর্শ দেন তাঁরা। (144, 793, 268, 839)
paragraph: জাহিন স্পিনিং: ডিসেম্বর মাসে প্রাতিষ্ঠানিক বিনিয়োগ ছিল ৬.৫৪ শতাংশ, যা জানুয়ারিতে ৬.৬০ শতাংশে উন্নীত হয়েছে। সাধারণ বিনিয়োগ কমেছে ০.০৬ শতাংশ। (811, 667, 935, 703)
paragraph: আর্গন ডেনিমস: ডিসেম্বর মাসে প্রাতিষ্ঠানিক বিনিয়োগ ছিল ২৯.৬৪ শতাংশ, যা জানুয়ারিতে ২৯.৫৫ শতাংশে দাঁড়িয়েছে। এ সময়ে বিদেশি বিনিয়োগ ছিল অপরিবর্তিত। (411, 941, 535, 978)
paragraph: শাশা ডেনিমস: ডিসেম্বরে প্রাতিষ্ঠানিক বিনিয়োগ ছিল ২২.১২ শতাংশ, জানুয়ারিতে তা ২২.০৪ শতাংশে দাঁড়িয়েছে। এ সময়ে বিদেশি বিনিয়োগ কমেছে ০.০৮ শতাংশ। (678, 1250, 802, 1286)
paragraph: প্রতিষ্ঠানটি দীর্ঘদিন ধরে দেশের প্রধান বিমানবন্দরে গ্রাউন্ড হ্যান্ডেলিংয়ের কাজ করে আসছে। তৃতীয় টার্মিনাল চালু হলে সেবার মান আরও বাড়বে বলে আশা করছেন সংশ্লিষ্টরা। (10, 1098, 134, 1134)
paragraph: জাহিন স্পিনিং: ডিসেম্বর মাসে প্রাতিষ্ঠানিক বিনিয়োগ ছিল ৬.৫৪ শতাংশ, যা জানুয়ারিতে ৬.৬০ শতাংশে উন্নীত হয়েছে। সাধারণ বিনিয়োগ কমেছে ০.০৬ শতাংশ। (678, 667, 802, 703)
paragraph: ম্যাকসন্স স্পিনিং: ডিসেম্বর মাসে প্রাতিষ্ঠানিক বিনিয়োগ ছিল ১৪.৫৬ শতাংশ, যা জানুয়ারিতে ১৪.৪৮ শতাংশে নেমে এসেছে। সাধারণ বিনিয়োগ বেড়েছে ০.০৮ শতাংশ। (678, 978, 802, 1014)
paragraph: প্যাসিফিক ডেনিমস: ডিসেম্বর মাসে প্রাতিষ্ঠানিক বিনিয়োগ ছিল ১১.৩৪ শতাংশ, যা জানুয়ারিতে ১১.২৬ শতাংশে নেমে এসেছে। সাধারণ বিনিয়োগ বেড়েছে ০.০৮ শতাংশ। (544, 433, 668, 470)
paragraph: আমান কটন: ডিসেম্বর মাসে কোম্পানিটির প্রাতিষ্ঠানিক বিনিয়োগ ছিল ৮.০৫ শতাংশ, যা জানুয়ারিতে ৮.০২ শতাংশে নেমে এসেছে। এরই মধ্যে সাধারণ বিনিয়োগ ০.০৩ শতাংশ বেড়েছে। (811, 706, 935, 742)
article-rule (811, 982, 935, 983)
paragraph: কাট্টলি টেক্সটাইল: ডিসেম্বর মাসে প্রাতিষ্ঠানিক বিনিয়োগ ছিল ৯.৮৭ শতাংশ, যা জানুয়ারিতে ৯.৭২ শতাংশে নেমে এসেছে। সাধারণ বিনিয়োগ বেড়েছে ০.১৫ শতাংশ। (811, 900, 935, 937)
paragraph: র‍্যাবের পক্ষ থেকে জানানো হয়েছে, কিশোর গ্যাংয়ের তালিকা ধরে অভিযান চালানো হচ্ছে। গডফাদারদের বিরুদ্ধেও ব্যবস্থা নেওয়া হবে। কোনো অপরাধীকে ছাড় দেওয়া হবে না বলে হুঁশিয়ারি দেওয়া হয়েছে। (10, 363, 134, 409)
paragraph: কুইন সাউথ টেক্সটাইল: ডিসেম্বরে প্রাতিষ্ঠানিক বিনিয়োগ ছিল ১৬.৭৮ শতাংশ, জানুয়ারিতে তা ১৬.৮৫ শতাংশে দাঁড়িয়েছে। এ সময়ে বিদেশি বিনিয়োগ ছিল অপরিবর্তিত। (678, 1094, 802, 1131)
article-body (411, 1219, 668, 1433)
paragraph: পররাষ্ট্র মন্ত্রণালয়ের কর্মকর্তারা জানান, পরিস্থিতি গভীরভাবে পর্যবেক্ষণ করা হচ্ছে। কূটনৈতিক পর্যায়ে আলোচনা অব্যাহত রয়েছে। নতুন করে কাউকে ঢুকতে দেওয়া হবে না বলে সাফ জানিয়ে দেওয়া হয়েছে। (811, 1104, 935, 1150)
paragraph: কমিশনের প্রতিবেদনে বলা হয়, চিকিৎসা খাতে সেবার নামে চলছে সীমাহীন নৈরাজ্য। ভুল চিকিৎসা, অতিরিক্ত ফি আদায় ও পরীক্ষা-নিরীক্ষার নামে রোগীদের হয়রানির অভিযোগ দিন দিন বাড়ছে। (277, 1208, 401, 1254)
paragraph: রিজেন্ট টেক্সটাইল: ডিসেম্বর মাসে প্রাতিষ্ঠানিক বিনিয়োগ ছিল ১৩.২১ শতাংশ, যা জানুয়ারিতে ১৩.০৯ শতাংশে নেমে এসেছে। সাধারণ বিনিয়োগ বেড়েছে ০.১২ শতাংশ। (678, 511, 802, 548)
byline (279, 435, 535, 447)
paragraph: মেট্রো স্পিনিং: ডিসেম্বরে প্রাতিষ্ঠানিক বিনিয়োগ ছিল ৭.৮৯ শতাংশ, জানুয়ারিতে তা ৭.৯৫ শতাংশে উন্নীত হয়েছে। বিদেশি বিনিয়োগ অপরিবর্তিত রয়েছে। (544, 395, 668, 431)
paragraph: তিনি আরও বলেন, স্বাস্থ্য খাতে অবকাঠামো উন্নয়নের পাশাপাশি আধুনিক যন্ত্রপাতি ও প্রয়োজনীয় জনবল নিশ্চিত করতে হবে। মেডিকেল শিক্ষার মান উন্নয়নে গবেষণার ওপর গুরুত্বারোপ করেন রাষ্ট্রপতি। (144, 211, 269, 257)
paragraph (811, 978, 935, 980)
article-body (144, 115, 535, 383)
paragraph: বিশেষজ্ঞরা বলছেন, চিকিৎসক ও রোগীর অনুপাতে বিশাল ব্যবধান রয়েছে। গ্রামাঞ্চলে বিশেষজ্ঞ চিকিৎসকের সংকট প্রকট। চিকিৎসা শিক্ষার সম্প্রসারণ ও মান উন্নয়নে বিনিয়োগ বাড়ানোর তাগিদ দেন তাঁরা। (277, 1160, 401, 1206)
paragraph: সায়হাম কটন: ডিসেম্বর মাসে প্রাতিষ্ঠানিক বিনিয়োগ ছিল ১৯.৬৭ শতাংশ, যা জানুয়ারিতে ১৯.৫৪ শতাংশে নেমে এসেছে। সাধারণ বিনিয়োগ বেড়েছে ০.১৩ শতাংশ। (811, 589, 935, 626)
paragraph: সংশ্লিষ্ট সূত্রে জানা গেছে, চলমান প্রকল্পগুলোর কাজ নির্ধারিত সময়ের মধ্যে শেষ করতে ঠিকাদারি প্রতিষ্ঠানগুলোকে কঠোর নির্দেশনা দেওয়া হয়েছে। অগ্রগতি পর্যালোচনায় নিয়মিত সভা করছে মন্ত্রণালয়। (144, 668, 268, 713)
paragraph: আমান কটন: ডিসেম্বর মাসে কোম্পানিটির প্রাতিষ্ঠানিক বিনিয়োগ ছিল ৮.০৫ শতাংশ, যা জানুয়ারিতে ৮.০২ শতাংশে নেমে এসেছে। এরই মধ্যে সাধারণ বিনিয়োগ ০.০৩ শতাংশ বেড়েছে। (411, 902, 535, 939)
byline-text: নিজস্ব প্রতিনিধি (286, 435, 334, 445)
paragraph: এইচ আর টেক্সটাইল: ডিসেম্বর মাসে প্রাতিষ্ঠানিক বিনিয়োগ ছিল ২১.১৮ শতাংশ, যা জানুয়ারিতে ২১.০৫ শতাংশে নেমে এসেছে। এ সময়ে সাধারণ বিনিয়োগ বেড়েছে ০.১৩ শতাংশ। (678, 200, 802, 237)
paragraph: শাশা ডেনিমস: ডিসেম্বরে প্রাতিষ্ঠানিক বিনিয়োগ ছিল ২২.১২ শতাংশ, জানুয়ারিতে তা (544, 1147, 668, 1165)
paragraph: বিশেষজ্ঞরা বলছেন, পরিকল্পিত উন্নয়ন নিশ্চিত করতে হলে সমন্বিত মহাপরিকল্পনা প্রয়োজন। খণ্ড খণ্ড প্রকল্পে কাঙ্ক্ষিত সুফল মিলবে না। দীর্ঘমেয়াদি পরিকল্পনার ভিত্তিতে কাজ করার পরামর্শ দেন তাঁরা। (144, 523, 268, 569)
column-rule (539, 84, 540, 822)
paragraph: বিশেষ অতিথির বক্তব্যে বিশেষজ্ঞরা বলেন, চিকিৎসা ব্যয় সাধারণ মানুষের নাগালের মধ্যে রাখতে ওষুধের মূল্য নিয়ন্ত্রণে কার্যকর পদক্ষেপ নিতে হবে। সরকারি হাসপাতালে শয্যা সংখ্যা বাড়ানোরও দাবি জানান তাঁরা। (277, 163, 402, 209)
paragraph: সীমান্তের ওপারে সংঘাতময় পরিস্থিতির কারণে নতুন করে অনুপ্রবেশের শঙ্কা দেখা দিয়েছে। সীমান্তরক্ষী বাহিনী সতর্ক অবস্থানে রয়েছে বলে জানিয়েছে সংশ্লিষ্ট সূত্র। (811, 1191, 935, 1228)
paragraph: প্রতিবেদনে আরও বলা হয়, বেসরকারি হাসপাতাল ও ডায়াগনস্টিক সেন্টারগুলোর সেবামূল্যের কোনো নীতিমালা নেই। ইচ্ছেমতো ফি আদায় করা হচ্ছে। তদারকির অভাবে অসহায় রোগীরা। (277, 1064, 401, 1110)
paragraph: প্রতিবেদনে আরও বলা হয়, বেসরকারি হাসপাতাল ও ডায়াগনস্টিক সেন্টারগুলোর সেবামূল্যের কোনো নীতিমালা নেই। ইচ্ছেমতো ফি আদায় করা হচ্ছে। তদারকির অভাবে অসহায় রোগীরা। (277, 872, 401, 917)
paragraph: আর্গন ডেনিমস: ডিসেম্বর মাসে প্রাতিষ্ঠানিক বিনিয়োগ ছিল ২৯.৬৪ শতাংশ, যা জানুয়ারিতে ২৯.৫৫ শতাংশে দাঁড়িয়েছে। এ সময়ে বিদেশি বিনিয়োগ ছিল অপরিবর্তিত। (811, 122, 935, 159)
paragraph: ম্যাকসন্স স্পিনিং: ডিসেম্বর মাসে প্রাতিষ্ঠানিক বিনিয়োগ ছিল ১৪.৫৬ শতাংশ, যা জানুয়ারিতে ১৪.৪৮ শতাংশে নেমে এসেছে। সাধারণ বিনিয়োগ বেড়েছে ০.০৮ শতাংশ। (544, 875, 668, 911)
article-textile-8-companies (411, 824, 668, 1184)
paragraph: এমএল ডাইং: ডিসেম্বরে কোম্পানিটির প্রাতিষ্ঠানিক বিনিয়োগ ছিল ১২.৪৫ শতাংশ, জানুয়ারিতে তা ১২.৬০ শতাংশে উন্নীত হয়েছে। বিদেশি বিনিয়োগ অপরিবর্তিত রয়েছে। (544, 239, 668, 276)
paragraph: সাফকো স্পিনিং: ডিসেম্বরে প্রাতিষ্ঠানিক বিনিয়োগ ছিল ১০.৪৫ শতাংশ, জানুয়ারিতে তা ১০.৫৮ শতাংশে উন্নীত হয়েছে। বিদেশি বিনিয়োগ অপরিবর্তিত রয়েছে। (678, 1172, 802, 1209)
continued-from-label: প্রথম পৃষ্ঠার পর (851, 1013, 895, 1022)
column-rule (806, 84, 807, 1446)
paragraph: জাহিন স্পিনিং: ডিসেম্বর মাসে প্রাতিষ্ঠানিক বিনিয়োগ ছিল ৬.৫৪ শতাংশ, যা জানুয়ারিতে ৬.৬০ শতাংশে উন্নীত হয়েছে। সাধারণ বিনিয়োগ কমেছে ০.০৬ শতাংশ। (678, 1289, 802, 1325)
paragraph: আমান কটন: ডিসেম্বর মাসে কোম্পানিটির প্রাতিষ্ঠানিক বিনিয়োগ ছিল ৮.০৫ শতাংশ, যা জানুয়ারিতে ৮.০২ শতাংশে নেমে এসেছে। এরই মধ্যে সাধারণ বিনিয়োগ ০.০৩ শতাংশ বেড়েছে। (678, 706, 802, 742)
article-stats-col5 (544, 84, 668, 820)
byline-bullet-icon: • (279, 436, 284, 445)
paragraph: সায়হাম কটন: ডিসেম্বর মাসে প্রাতিষ্ঠানিক বিনিয়োগ ছিল ১৯.৬৭ শতাংশ, যা জানুয়ারিতে ১৯.৫৪ শতাংশে নেমে এসেছে। সাধারণ বিনিয়োগ বেড়েছে ০.১৩ শতাংশ। (544, 1108, 668, 1145)
paragraph: এইচ আর টেক্সটাইল: ডিসেম্বর মাসে প্রাতিষ্ঠানিক বিনিয়োগ ছিল ২১.১৮ শতাংশ, যা জানুয়ারিতে ২১.০৫ শতাংশে নেমে এসেছে। এ সময়ে সাধারণ বিনিয়োগ বেড়েছে ০.১৩ শতাংশ। (811, 200, 935, 237)
paragraph: বিশেষ অতিথির বক্তব্যে বিশেষজ্ঞরা বলেন, চিকিৎসা ব্যয় সাধারণ মানুষের নাগালের মধ্যে রাখতে ওষুধের মূল্য নিয়ন্ত্রণে কার্যকর পদক্ষেপ নিতে হবে। সরকারি হাসপাতালে শয্যা সংখ্যা বাড়ানোরও দাবি জানান তাঁরা। (410, 250, 535, 296)
paragraph: অনুষ্ঠানে স্বাস্থ্য মন্ত্রণালয়ের ঊর্ধ্বতন কর্মকর্তা, চিকিৎসক নেতৃবৃন্দ ও বিভিন্ন মেডিকেল কলেজের অধ্যক্ষরা উপস্থিত ছিলেন। পরে রাষ্ট্রপতি নবীন চিকিৎসকদের হাতে সনদ তুলে দেন। (144, 259, 269, 296)
article-medical-commission (277, 402, 535, 820)
newspaper-logo (751, 26, 931, 66)
paragraph: এমএল ডাইং: ডিসেম্বরে কোম্পানিটির প্রাতিষ্ঠানিক বিনিয়োগ ছিল ১২.৪৫ শতাংশ, জানুয়ারিতে তা ১২.৬০ শতাংশে উন্নীত হয়েছে। বিদেশি বিনিয়োগ অপরিবর্তিত রয়েছে। (811, 239, 935, 276)
page-number: ৬ (266, 37, 284, 67)
paragraph: কমিশনের চেয়ারম্যান বলেন, স্বাস্থ্যসেবা মানুষের মৌলিক অধিকার। এ অধিকার নিশ্চিত করতে রাষ্ট্রকে দায়িত্ব নিতে হবে। জবাবদিহি নিশ্চিত করতে কঠোর নীতিমালা প্রণয়নের সুপারিশ করেছে কমিশন। (277, 1304, 401, 1350)
paragraph: ইভিন্স টেক্সটাইল: ডিসেম্বরে প্রাতিষ্ঠানিক বিনিয়োগ ছিল ১৫.৩০ শতাংশ, জানুয়ারিতে তা বেড়ে হয়েছে ১৫.৪২ শতাংশ। সাধারণ বিনিয়োগ কমেছে ০.১২ শতাংশ। (678, 161, 802, 198)
paragraph: রাষ্ট্রপতি বলেন, দেশের প্রতিটি মানুষের দোরগোড়ায় মানসম্মত স্বাস্থ্যসেবা পৌঁছে দিতে সরকার নিরলসভাবে কাজ করে যাচ্ছে। কমিউনিটি ক্লিনিক ও উপজেলা স্বাস্থ্য কমপ্লেক্সের মাধ্যমে প্রান্তিক জনগোষ্ঠীর চিকিৎসাসেবা নিশ্চিত করা হচ্ছে। (144, 115, 269, 170)
paragraph: প্যাসিফিক ডেনিমস: ডিসেম্বর মাসে প্রাতিষ্ঠানিক বিনিয়োগ ছিল ১১.৩৪ শতাংশ, যা জানুয়ারিতে ১১.২৬ শতাংশে নেমে এসেছে। সাধারণ বিনিয়োগ বেড়েছে ০.০৮ শতাংশ। (544, 952, 668, 989)
paragraph: রিজেন্ট টেক্সটাইল: ডিসেম্বর মাসে প্রাতিষ্ঠানিক বিনিয়োগ ছিল ১৩.২১ শতাংশ, যা জানুয়ারিতে ১৩.০৯ শতাংশে নেমে এসেছে। সাধারণ বিনিয়োগ বেড়েছে ০.১২ শতাংশ। (544, 1030, 668, 1067)
paragraph: আইনশৃঙ্খলা রক্ষাকারী বাহিনীর নজরদারি বাড়ানোর পাশাপাশি পরিবার ও সমাজের ভূমিকা জোরদারের তাগিদ দিয়েছেন বিশেষজ্ঞরা। স্কুল-কলেজে সচেতনতামূলক কার্যক্রম চালানোর ওপরও গুরুত্ব দেন তাঁরা। (10, 622, 134, 667)
paragraph: প্যাসিফিক ডেনিমস: ডিসেম্বর মাসে প্রাতিষ্ঠানিক বিনিয়োগ ছিল ১১.৩৪ শতাংশ, যা জানুয়ারিতে ১১.২৬ শতাংশে নেমে এসেছে। সাধারণ বিনিয়োগ বেড়েছে ০.০৮ শতাংশ। (678, 433, 802, 470)
paragraph: প্যাসিফিক ডেনিমস: ডিসেম্বর মাসে প্রাতিষ্ঠানিক বিনিয়োগ ছিল ১১.৩৪ শতাংশ, যা জানুয়ারিতে ১১.২৬ শতাংশে নেমে এসেছে। সাধারণ বিনিয়োগ বেড়েছে ০.০৮ শতাংশ। (544, 1394, 668, 1431)
article-headline: স্বাস্থ্যসেবা সহজলভ্য ও নিশ্চিত করতে সরকার প্রয়াস চালাচ্ছে : রাষ্ট্রপতি (175, 84, 504, 98)
paragraph: আর্গন ডেনিমস: ডিসেম্বর মাসে প্রাতিষ্ঠানিক বিনিয়োগ ছিল ২৯.৬৪ শতাংশ, যা জানুয়ারিতে ২৯.৫৫ শতাংশে দাঁড়িয়েছে। এ সময়ে বিদেশি বিনিয়োগ ছিল অপরিবর্তিত। (544, 744, 668, 781)
paragraph: প্রকল্প পরিচালক জানান, জমি অধিগ্রহণ জটিলতা কাটিয়ে ওঠা সম্ভব হয়েছে। এখন পুরোদমে কাজ চলছে। আগামী বছরের মধ্যে প্রকল্পের সুফল পাওয়া যাবে বলে আশা প্রকাশ করেন তিনি। (144, 571, 268, 617)
article-stats-col7 (811, 84, 935, 980)
logo-splash-icon (753, 37, 783, 67)
paragraph: রিজেন্ট টেক্সটাইল: ডিসেম্বর মাসে প্রাতিষ্ঠানিক বিনিয়োগ ছিল ১৩.২১ শতাংশ, যা জানুয়ারিতে ১৩.০৯ শতাংশে নেমে এসেছে। সাধারণ বিনিয়োগ বেড়েছে ০.১২ শতাংশ। (544, 511, 668, 548)
paragraph: অর্থনীতিবিদরা বলছেন, অবকাঠামো উন্নয়নে বিনিয়োগ দেশের অর্থনীতিকে গতিশীল করবে। তবে প্রকল্প ব্যয় ও সময় যেন না বাড়ে, সেদিকে নজর রাখতে হবে। স্বচ্ছতা ও জবাবদিহির ওপর গুরুত্ব দেন তাঁরা। (144, 1160, 268, 1206)
logo-text (751, 38, 931, 66)
paragraph: কর্মকর্তারা জানান, বরাদ্দকৃত অর্থের সঠিক ব্যবহার নিশ্চিত করতে কঠোর মনিটরিং চলছে। কোনো অনিয়মের প্রমাণ পাওয়া গেলে সংশ্লিষ্টদের বিরুদ্ধে ব্যবস্থা নেওয়া হবে। (144, 986, 268, 1022)
paragraph: বিশেষজ্ঞরা বলছেন, পরিকল্পিত উন্নয়ন নিশ্চিত করতে হলে সমন্বিত মহাপরিকল্পনা প্রয়োজন। খণ্ড খণ্ড প্রকল্পে কাঙ্ক্ষিত সুফল মিলবে না। দীর্ঘমেয়াদি পরিকল্পনার ভিত্তিতে কাজ করার পরামর্শ দেন তাঁরা। (144, 1064, 268, 1109)
article-stats-col6 (678, 84, 802, 1446)
paragraph: কমিশনের প্রতিবেদনে বলা হয়, চিকিৎসা খাতে সেবার নামে চলছে সীমাহীন নৈরাজ্য। ভুল চিকিৎসা, অতিরিক্ত ফি আদায় ও পরীক্ষা-নিরীক্ষার নামে রোগীদের হয়রানির অভিযোগ দিন দিন বাড়ছে। (411, 450, 535, 496)
article-kishor-gang (10, 84, 134, 1050)
article-body (678, 84, 802, 1446)
article-medical-continued (277, 824, 401, 1446)
paragraph: কুইন সাউথ টেক্সটাইল: ডিসেম্বরে প্রাতিষ্ঠানিক বিনিয়োগ ছিল ১৬.৭৮ শতাংশ, জানুয়ারিতে তা ১৬.৮৫ শতাংশে দাঁড়িয়েছে। এ সময়ে বিদেশি বিনিয়োগ ছিল অপরিবর্তিত। (678, 472, 802, 509)
paragraph: তসরিফা ইন্ডাস্ট্রিজ: ডিসেম্বরে প্রাতিষ্ঠানিক বিনিয়োগ ছিল ১৮.২৩ শতাংশ, জানুয়ারিতে তা ১৮.৩১ শতাংশে দাঁড়িয়েছে। এ সময়ে বিদেশি বিনিয়োগ কমেছে ০.০৮ শতাংশ। (811, 317, 935, 353)
paragraph (678, 1445, 802, 1446)
paragraph: আর্গন ডেনিমস: ডিসেম্বর মাসে প্রাতিষ্ঠানিক বিনিয়োগ ছিল ২৯.৬৪ শতাংশ, যা জানুয়ারিতে ২৯.৫৫ শতাংশে দাঁড়িয়েছে। এ সময়ে বিদেশি বিনিয়োগ ছিল অপরিবর্তিত। (678, 1366, 802, 1403)
paragraph: সায়হাম কটন: ডিসেম্বর মাসে প্রাতিষ্ঠানিক বিনিয়োগ ছিল ১৯.৬৭ শতাংশ, যা জানুয়ারিতে ১৯.৫৪ শতাংশে নেমে এসেছে। সাধারণ বিনিয়োগ বেড়েছে ০.১৩ শতাংশ। (678, 1211, 802, 1248)
paragraph: বিমান বাংলাদেশ এয়ারলাইনসের ব্যবস্থাপনা পরিচালক বলেন, যাত্রীসেবার মান বাড়াতে সব ধরনের প্রস্তুতি নেওয়া হয়েছে। লাগেজ ব্যবস্থাপনায় যে অভিযোগ ছিল, তা অনেকটাই কাটিয়ে ওঠা সম্ভব হয়েছে। (10, 1349, 134, 1395)
article-body (811, 84, 935, 980)
article-headline: মিয়ানমার আগে থেকেই বাংলাদেশের (828, 986, 918, 1009)
article-continuation-col2 (144, 398, 268, 1446)
paragraph: আর্গন ডেনিমস: ডিসেম্বর মাসে প্রাতিষ্ঠানিক বিনিয়োগ ছিল ২৯.৬৪ শতাংশ, যা জানুয়ারিতে ২৯.৫৫ শতাংশে দাঁড়িয়েছে। এ সময়ে বিদেশি বিনিয়োগ ছিল অপরিবর্তিত। (678, 122, 802, 159)
paragraph: স্থানীয় বাসিন্দারা জানান, ওপার থেকে থেমে থেমে গোলাগুলির শব্দ ভেসে আসছে। আতঙ্কে সীমান্তবর্তী গ্রামের অনেকে নিরাপদ আশ্রয়ে সরে গেছেন। সীমান্তে টহল জোরদার করা হয়েছে। (811, 1230, 935, 1266)
paragraph: তসরিফা ইন্ডাস্ট্রিজ: ডিসেম্বরে প্রাতিষ্ঠানিক বিনিয়োগ ছিল ১৮.২৩ শতাংশ, জানুয়ারিতে তা ১৮.৩১ শতাংশে দাঁড়িয়েছে। এ সময়ে বিদেশি বিনিয়োগ কমেছে ০.০৮ শতাংশ। (678, 939, 802, 975)
paragraph: স্বাস্থ্যমন্ত্রী বলেন, সরকারের ধারাবাহিক উদ্যোগের ফলে স্বাস্থ্য খাতে উল্লেখযোগ্য অগ্রগতি হয়েছে। মাতৃমৃত্যু ও শিশুমৃত্যুর হার কমেছে, বেড়েছে গড় আয়ু। টিকাদান কর্মসূচিতে বাংলাদেশ বিশ্বে রোল মডেল। (410, 202, 535, 248)
byline-text: নিজস্ব প্রতিনিধি (153, 100, 201, 110)
paragraph: আমান কটন: ডিসেম্বর মাসে কোম্পানিটির প্রাতিষ্ঠানিক বিনিয়োগ ছিল ৮.০৫ শতাংশ, যা জানুয়ারিতে ৮.০২ শতাংশে নেমে এসেছে। এরই মধ্যে সাধারণ বিনিয়োগ ০.০৩ শতাংশ বেড়েছে। (678, 84, 802, 120)
paragraph: তসরিফা ইন্ডাস্ট্রিজ: ডিসেম্বরে প্রাতিষ্ঠানিক বিনিয়োগ ছিল ১৮.২৩ শতাংশ, জানুয়ারিতে তা ১৮.৩১ শতাংশে দাঁড়িয়েছে। এ সময়ে বিদেশি বিনিয়োগ কমেছে ০.০৮ শতাংশ। (411, 854, 668, 1154)
continued-from-label: শেষ পৃষ্ঠার পর (519, 841, 560, 850)
paragraph: তসরিফা ইন্ডাস্ট্রিজ: ডিসেম্বরে প্রাতিষ্ঠানিক বিনিয়োগ ছিল ১৮.২৩ শতাংশ, জানুয়ারিতে তা ১৮.৩১ শতাংশে দাঁড়িয়েছে। এ সময়ে বিদেশি বিনিয়োগ কমেছে ০.০৮ শতাংশ। (811, 939, 935, 975)
paragraph: তসরিফা ইন্ডাস্ট্রিজ: ডিসেম্বরে প্রাতিষ্ঠানিক বিনিয়োগ ছিল ১৮.২৩ শতাংশ, জানুয়ারিতে তা ১৮.৩১ শতাংশে দাঁড়িয়েছে। এ সময়ে বিদেশি বিনিয়োগ কমেছে ০.০৮ শতাংশ। (544, 1278, 668, 1314)
paragraph: বিশেষজ্ঞরা বলছেন, চিকিৎসক ও রোগীর অনুপাতে বিশাল ব্যবধান রয়েছে। গ্রামাঞ্চলে বিশেষজ্ঞ চিকিৎসকের সংকট প্রকট। চিকিৎসা শিক্ষার সম্প্রসারণ ও মান উন্নয়নে বিনিয়োগ বাড়ানোর তাগিদ দেন তাঁরা। (277, 1353, 401, 1398)
paragraph: ইভিন্স টেক্সটাইল: ডিসেম্বরে প্রাতিষ্ঠানিক বিনিয়োগ ছিল ১৫.৩০ শতাংশ, জানুয়ারিতে তা বেড়ে হয়েছে ১৫.৪২ শতাংশ। সাধারণ বিনিয়োগ কমেছে ০.১২ শতাংশ। (678, 783, 802, 820)
paragraph: এদিকে স্থানীয় বাসিন্দারা বলছেন, প্রকল্পের কাজ শেষ হলে এলাকার যোগাযোগব্যবস্থায় আমূল পরিবর্তন আসবে। ব্যবসা-বাণিজ্যের প্রসার ঘটবে, কর্মসংস্থান হবে হাজারো মানুষের। (144, 1025, 268, 1061)
paragraph: কমিশনের প্রতিবেদনে বলা হয়, চিকিৎসা খাতে সেবার নামে চলছে সীমাহীন নৈরাজ্য। ভুল চিকিৎসা, অতিরিক্ত ফি আদায় ও পরীক্ষা-নিরীক্ষার নামে রোগীদের হয়রানির অভিযোগ দিন দিন বাড়ছে। (277, 1016, 401, 1062)
paragraph: মেট্রো স্পিনিং: ডিসেম্বরে প্রাতিষ্ঠানিক বিনিয়োগ ছিল ৭.৮৯ শতাংশ, জানুয়ারিতে তা ৭.৯৫ শতাংশে উন্নীত হয়েছে। বিদেশি বিনিয়োগ অপরিবর্তিত রয়েছে। (544, 1355, 668, 1392)
paragraph: মেট্রো স্পিনিং: ডিসেম্বরে প্রাতিষ্ঠানিক বিনিয়োগ ছিল ৭.৮৯ শতাংশ, জানুয়ারিতে তা ৭.৯৫ শতাংশে উন্নীত হয়েছে। বিদেশি বিনিয়োগ অপরিবর্তিত রয়েছে। (678, 395, 802, 431)
article-rule (277, 398, 535, 399)
stats-list (411, 855, 668, 1171)
paragraph: সাফকো স্পিনিং: ডিসেম্বরে প্রাতিষ্ঠানিক বিনিয়োগ ছিল ১০.৪৫ শতাংশ, জানুয়ারিতে তা ১০.৫৮ শতাংশে উন্নীত হয়েছে। বিদেশি বিনিয়োগ অপরিবর্তিত রয়েছে। (544, 550, 668, 587)
continued-from-label: প্রথম পৃষ্ঠার পর (50, 1085, 94, 1093)
paragraph: কুইন সাউথ টেক্সটাইল: ডিসেম্বরে প্রাতিষ্ঠানিক বিনিয়োগ ছিল ১৬.৭৮ শতাংশ, জানুয়ারিতে তা ১৬.৮৫ শতাংশে দাঁড়িয়েছে। এ সময়ে বিদেশি বিনিয়োগ ছিল অপরিবর্তিত। (811, 472, 935, 509)
article-body (10, 114, 134, 920)
paragraph: সংশ্লিষ্ট সূত্রে জানা গেছে, চলমান প্রকল্পগুলোর কাজ নির্ধারিত সময়ের মধ্যে শেষ করতে ঠিকাদারি প্রতিষ্ঠানগুলোকে কঠোর নির্দেশনা দেওয়া হয়েছে। অগ্রগতি পর্যালোচনায় নিয়মিত সভা করছে মন্ত্রণালয়। (144, 398, 268, 443)
paragraph: চিকিৎসক ও স্বাস্থ্যকর্মীদের আন্তরিকতার সঙ্গে দায়িত্ব পালনের আহ্বান জানিয়ে তিনি বলেন, গ্রামের সাধারণ মানুষ যেন শহরমুখী না হয়ে নিজ এলাকায় সেবা পান, সে ব্যবস্থা করতে হবে। (277, 268, 402, 305)
lead-paragraph: সদ্যসমাপ্ত জানুয়ারি মাসে পুঁজিবাজারে তালিকাভুক্ত বস্ত্র খাতের আট কোম্পানির শেয়ারে প্রাতিষ্ঠানিক বিনিয়োগ উল্লেখযোগ্য হারে বেড়েছে। ঢাকা স্টক এক্সচেঞ্জ সূত্রে এ তথ্য জানা গেছে। (411, 854, 535, 900)
paragraph: সিভিল এভিয়েশন কর্তৃপক্ষ জানায়, তৃতীয় টার্মিনালের কাজ প্রায় শেষ পর্যায়ে। আগামী বছরের শুরুতে পূর্ণাঙ্গভাবে চালুর লক্ষ্যে কাজ চলছে। এতে যাত্রী ধারণক্ষমতা কয়েক গুণ বাড়বে। (10, 1223, 134, 1269)
logo-name-part2: প্রতিক্ষণ (851, 37, 931, 66)
article-headline: জানুয়ারিতে বস্ত্র খাতের ৮ কোম্পানির (457, 824, 622, 837)
